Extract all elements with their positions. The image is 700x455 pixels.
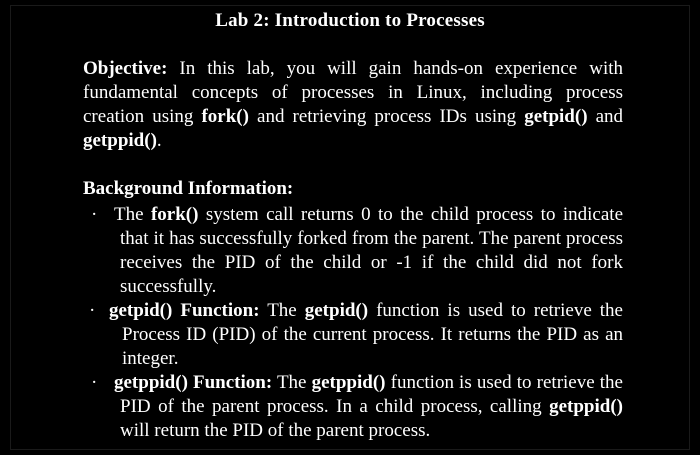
objective-getpid: getpid() [524,106,588,127]
bullet-1-fork: fork() [150,204,199,225]
bullet-body [109,299,623,371]
bullet-3-text-2: function is used to retrieve the PID of the parent process. In a child process, calling [120,372,623,417]
bullet-3-text-1: The [272,372,312,393]
bullet-getpid [89,299,623,371]
objective-fork: fork() [201,106,249,127]
objective-text-4: . [156,130,162,151]
background-heading: Background Information: [83,178,294,199]
objective-text-1: In this lab, you will gain hands-on experience with fundamental concepts of processes in Linux, including process creation using [83,58,623,127]
bullet-3-label: getppid() Function: [114,372,273,393]
bullet-2-label: getpid() Function: [109,300,260,321]
bullet-fork [91,203,623,299]
objective-getppid: getppid() [83,130,157,151]
bullet-marker: · [91,372,98,393]
objective-label: Objective: [83,58,168,79]
bullet-body [109,203,623,299]
bullet-3-getppid-2: getppid() [549,396,623,417]
bullet-3-text-3: will return the PID of the parent process. [120,420,431,441]
bullet-getppid [91,371,623,443]
objective-paragraph [83,57,623,153]
bullet-2-getpid: getpid() [304,300,369,321]
objective-text-3: and [587,106,624,127]
bullet-marker: · [91,204,98,225]
bullet-1-text-2: system call returns 0 to the child process to indicate that it has successfully forked from the parent. The parent process receives the PID of the child or -1 if the child did not fork successfully. [120,204,623,297]
bullet-marker: · [89,300,96,321]
bullet-1-text-1: The [114,204,151,225]
bullet-2-text-2: function is used to retrieve the Process ID (PID) of the current process. It returns the PID as an integer. [122,300,623,369]
bullet-2-text-1: The [259,300,305,321]
objective-text-2: and retrieving process IDs using [248,106,525,127]
bullet-3-getppid: getppid() [311,372,386,393]
bullet-body [109,371,623,443]
page-title: Lab 2: Introduction to Processes [215,10,485,31]
